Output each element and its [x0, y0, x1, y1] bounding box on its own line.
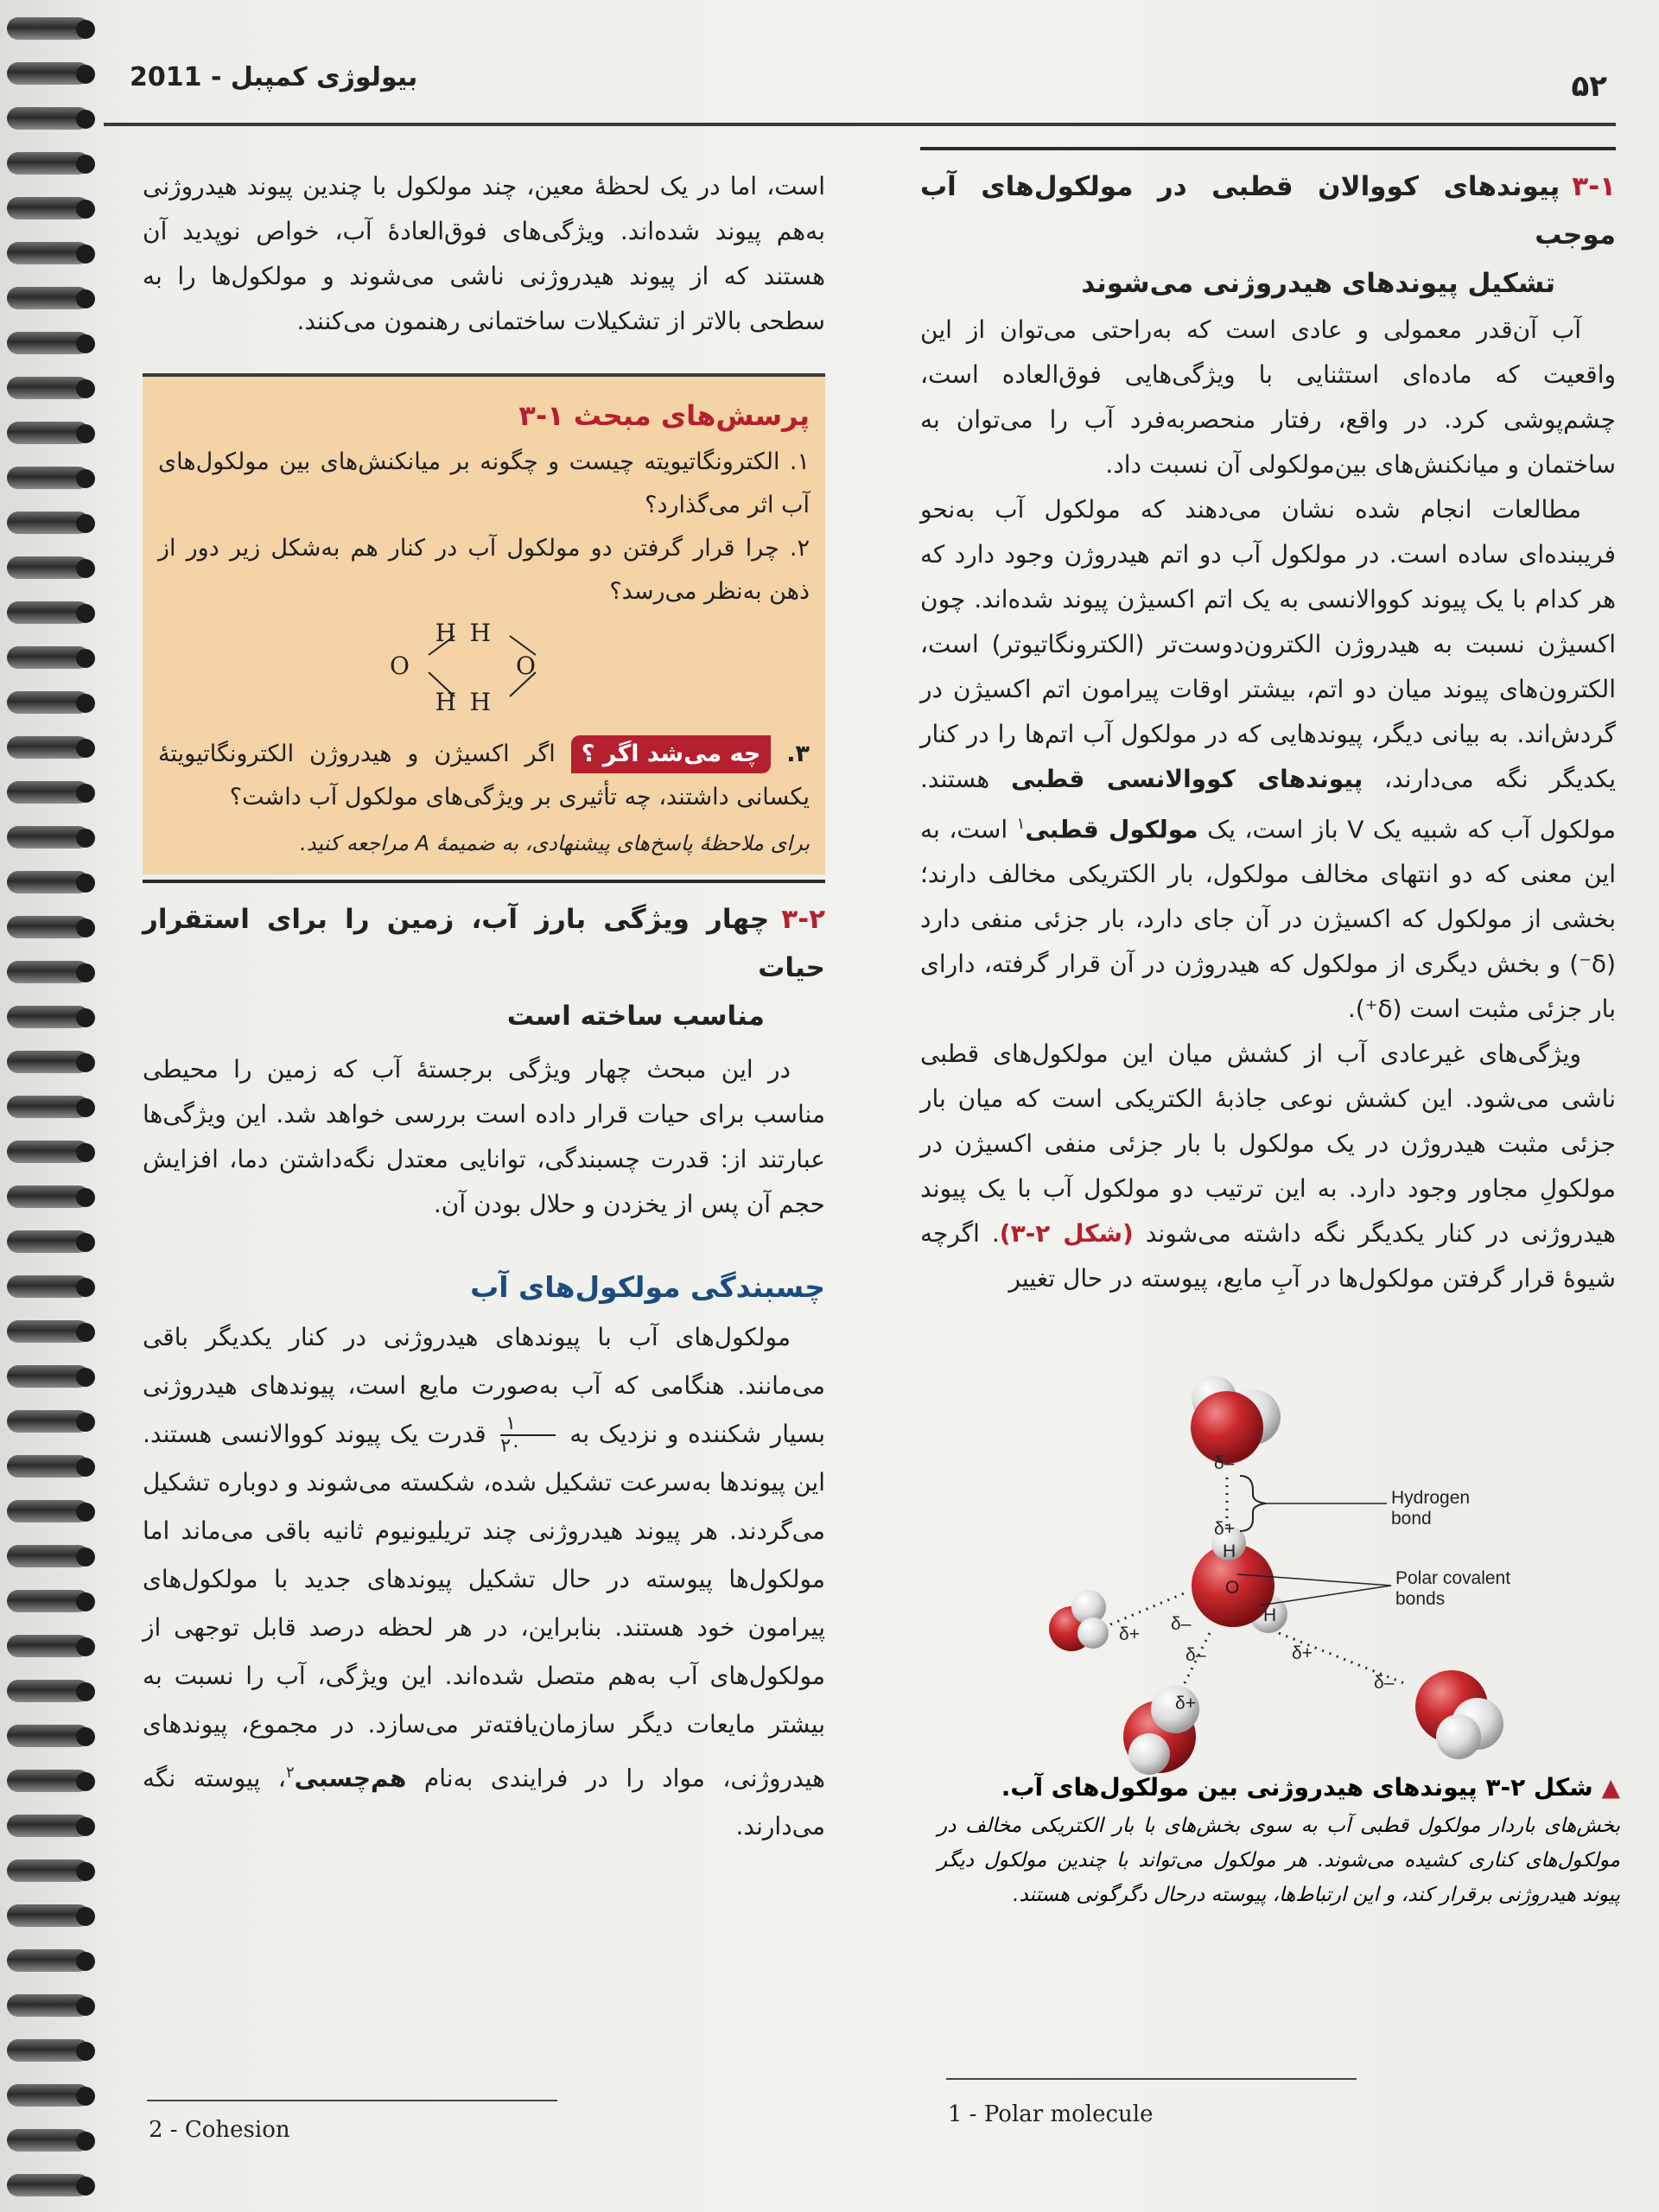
diagram-o-right: O: [516, 652, 536, 680]
water-molecule-right: [1415, 1670, 1503, 1759]
footnote-marker-2: ۲: [285, 1764, 295, 1782]
spiral-ring: [7, 1141, 90, 1163]
footnote-left: 2 - Cohesion: [149, 2117, 290, 2143]
caption-title: [938, 1767, 1620, 1808]
spiral-ring: [7, 601, 90, 624]
question-3-text: اگر اکسیژن و هیدروژن الکترونگاتیویتهٔ یکسانی داشتند، چه تأثیری بر ویژگی‌های مولکول آب داشت؟: [158, 741, 810, 810]
cohesion-text-a: مولکول‌های آب با پیوندهای هیدروژنی در کنار یکدیگر باقی می‌مانند. هنگامی که آب به‌صورت مایع است، پیوندهای هیدروژنی بسیار شکننده و نزدیک به: [143, 1323, 825, 1448]
label-delta-minus-right: δ–: [1374, 1673, 1395, 1693]
spiral-ring: [7, 1994, 90, 2017]
label-delta-plus-right: δ+: [1292, 1643, 1313, 1663]
section-2-para-1: در این مبحث چهار ویژگی برجستهٔ آب که زمین را محیطی مناسب برای حیات قرار داده است بررسی خواهد شد. این ویژگی‌ها عبارتند از: قدرت چسبندگی، توانایی معتدل نگه‌داشتن دما، افزایش حجم آن پس از یخزدن و حلال بودن آن.: [143, 1055, 825, 1218]
question-3-number: ۳.: [786, 741, 810, 767]
spiral-ring: [7, 2174, 90, 2196]
spiral-ring: [7, 287, 90, 309]
spiral-ring: [7, 1635, 90, 1657]
spiral-ring: [7, 1096, 90, 1118]
running-head: [130, 54, 1616, 105]
spiral-ring: [7, 1365, 90, 1388]
section-1-para-1: آب آن‌قدر معمولی و عادی است که به‌راحتی می‌توان از این واقعیت که ماده‌ای استثنایی با ویژگی‌هایی فوق‌العاده است، چشم‌پوشی کرد. در واقع، رفتار منحصربه‌فرد آب را می‌توان به ساختمان و میانکنش‌های بین‌مولکولی آن نسبت داد.: [920, 315, 1616, 479]
spiral-ring: [7, 556, 90, 579]
fraction-denominator: ۲۰: [500, 1435, 521, 1457]
footnote-right: 1 - Polar molecule: [948, 2101, 1154, 2127]
section-2-title-line1: چهار ویژگی بارز آب، زمین را برای استقرار حیات: [143, 904, 825, 983]
spiral-ring: [7, 871, 90, 893]
footnote-marker-1: ۱: [1016, 815, 1026, 833]
spiral-ring: [7, 916, 90, 938]
spiral-ring: [7, 1680, 90, 1702]
section-2-number: ۳-۲: [781, 904, 825, 935]
water-molecule-left: [1049, 1590, 1109, 1651]
spiral-ring: [7, 62, 90, 85]
spiral-ring: [7, 152, 90, 175]
section-2-heading: [143, 895, 825, 992]
what-if-badge: چه می‌شد اگر ؟: [571, 735, 772, 773]
footnote-rule-left: [147, 2100, 557, 2101]
questions-title: پرسش‌های مبحث ۱-۳: [518, 399, 810, 432]
book-title: بیولوژی کمپبل - 2011: [130, 62, 418, 92]
spiral-ring: [7, 17, 90, 40]
para-3-text-a: ویژگی‌های غیرعادی آب از کشش میان این مولکول‌های قطبی ناشی می‌شود. این کشش نوعی جاذبهٔ الکتریکی است که میان بار جزئی مثبت هیدروژن در یک مولکول با بار جزئی منفی اکسیژن در مولکولِ مجاور وجود دارد. به این ترتیب دو مولکول آب با یک پیوند هیدروژنی در کنار یکدیگر نگه داشته می‌شوند: [920, 1039, 1616, 1249]
section-1-heading: [920, 162, 1616, 259]
spiral-ring: [7, 332, 90, 354]
spiral-ring: [7, 1320, 90, 1343]
para-2-text-a: مطالعات انجام شده نشان می‌دهند که مولکول آب به‌نحو فریبنده‌ای ساده است. در مولکول آب دو اتم هیدروژن وجود دارد که هر کدام با یک پیوند کووالانسی به یک اتم اکسیژن پیوند شده‌اند. چون اکسیژن نسبت به هیدروژن الکترون‌دوست‌تر (الکترونگاتیوتر) است، الکترون‌های پیوند میان دو اتم، بیشتر اوقات پیرامون اتم اکسیژن در گردش‌اند. به بیانی دیگر، پیوندهایی که در مولکول آب اتم‌ها را در کنار یکدیگر نگه می‌دارند،: [920, 495, 1616, 793]
polar-leader-2: [1260, 1586, 1391, 1605]
label-hydrogen-bond-2: bond: [1391, 1509, 1432, 1529]
hydrogen-bond-figure: [1046, 1374, 1529, 1754]
spiral-ring: [7, 1590, 90, 1612]
section-2-rule: [143, 880, 825, 883]
footnote-rule-right: [946, 2078, 1357, 2080]
section-2-title-line2: مناسب ساخته است: [506, 1001, 765, 1032]
spiral-ring: [7, 2129, 90, 2152]
section-1-para-3: [920, 1032, 1616, 1301]
spiral-ring: [7, 736, 90, 759]
section-rule: [920, 147, 1616, 150]
term-cohesion: هم‌چسبی: [294, 1764, 407, 1793]
water-molecule-top: [1191, 1376, 1281, 1464]
diagram-h-tr: H: [469, 619, 491, 647]
spiral-ring: [7, 467, 90, 489]
spiral-ring: [7, 826, 90, 849]
para-3-text-b: . اگرچه شیوهٔ قرار گرفتن مولکول‌ها در آبِ مایع، پیوسته در حال تغییر: [920, 1219, 1616, 1294]
diagram-h-br: H: [469, 688, 491, 716]
spiral-ring: [7, 646, 90, 669]
label-delta-minus-left: δ–: [1171, 1614, 1192, 1634]
spiral-ring: [7, 377, 90, 399]
spiral-ring: [7, 1725, 90, 1747]
label-h-2: H: [1263, 1605, 1277, 1625]
diagram-h-tl: H: [435, 619, 456, 647]
figure-caption: [938, 1767, 1620, 1912]
label-delta-plus-top: δ+: [1214, 1519, 1235, 1539]
spiral-ring: [7, 781, 90, 804]
cohesion-para: [143, 1313, 825, 1851]
caption-triangle-icon: ▲: [1592, 1773, 1620, 1802]
cohesion-text-b: قدرت یک پیوند کووالانسی هستند. این پیوندها به‌سرعت تشکیل شده، شکسته می‌شوند و دوباره تشکیل می‌گردند. هر پیوند هیدروژنی چند تریلیونیوم ثانیه باقی می‌ماند اما مولکول‌ها پیوسته در حال تشکیل پیوندهای جدید با مولکول‌های پیرامون خود هستند. بنابراین، در هر لحظه درصد قابل توجهی از مولکول‌های آب به‌هم متصل شده‌اند. این ویژگی، آب را نسبت به بیشتر مایعات دیگر سازمان‌یافته‌تر می‌سازد. در مجموع، پیوندهای هیدروژنی، مواد را در فرایندی به‌نام: [143, 1420, 825, 1793]
page-number: ۵۲: [1571, 69, 1607, 104]
label-hydrogen-bond-1: Hydrogen: [1391, 1488, 1471, 1508]
label-delta-minus-top: δ–: [1214, 1453, 1235, 1473]
spiral-ring: [7, 242, 90, 264]
fraction-numerator: ۱: [500, 1414, 556, 1436]
para-2-text-b: هستند. مولکول آب که شبیه یک V باز است، یک: [920, 765, 1616, 844]
caption-text: بخش‌های باردار مولکول قطبی آب به سوی بخش‌های با بار الکتریکی مخالف در مولکول‌های کناری کشیده می‌شوند. هر مولکول می‌تواند با چندین مولکول دیگر پیوند هیدروژنی برقرار کند، و این ارتباط‌ها، پیوسته درحال دگرگونی هستند.: [938, 1815, 1620, 1906]
section-1-para-2: [920, 487, 1616, 1032]
spiral-ring: [7, 961, 90, 983]
spiral-ring: [7, 1230, 90, 1253]
label-polar-1: Polar covalent: [1395, 1568, 1511, 1588]
term-polar-covalent: پیوندهای کووالانسی قطبی: [1010, 765, 1363, 793]
label-o: O: [1225, 1578, 1240, 1598]
spiral-ring: [7, 1904, 90, 1927]
label-delta-minus-center: δ–: [1185, 1645, 1206, 1665]
spiral-ring: [7, 1815, 90, 1837]
spiral-ring: [7, 1051, 90, 1073]
left-intro-para: است، اما در یک لحظهٔ معین، چند مولکول با چندین پیوند هیدروژنی به‌هم پیوند شده‌اند. ویژگی‌های فوق‌العادهٔ آب، خواص نوپدید آن هستند که از پیوند هیدروژنی ناشی می‌شوند و مولکول‌ها را به سطحی بالاتر از تشکیلات ساختمانی رهنمون می‌کنند.: [143, 172, 825, 335]
spiral-ring: [7, 691, 90, 714]
questions-box: [143, 373, 825, 874]
diagram-h-bl: H: [435, 688, 456, 716]
question-1: ۱. الکترونگاتیویته چیست و چگونه بر میانکنش‌های بین مولکول‌های آب اثر می‌گذارد؟: [158, 448, 810, 518]
section-1-title-line1: پیوندهای کووالان قطبی در مولکول‌های آب موجب: [920, 171, 1616, 251]
figure-reference: (شکل ۲-۳): [999, 1219, 1134, 1249]
answers-note: برای ملاحظهٔ پاسخ‌های پیشنهادی، به ضمیمهٔ A مراجعه کنید.: [300, 831, 810, 855]
hydrogen-bond-brace: [1240, 1476, 1266, 1531]
spiral-binding: [0, 0, 104, 2212]
spiral-ring: [7, 197, 90, 219]
para-2-text-c: است، به این معنی که دو انتهای مخالف مولکول، بار الکتریکی مخالف دارند؛ بخشی از مولکول که اکسیژن در آن جای دارد، بار جزئی منفی دارد (δ⁻) و بخش دیگری از مولکول که هیدروژن در آن قرار گرفته، دارای بار جزئی مثبت است (δ⁺).: [920, 815, 1616, 1024]
question-3: [158, 733, 810, 819]
spiral-ring: [7, 422, 90, 444]
spiral-ring: [7, 2084, 90, 2107]
caption-title-text: شکل ۲-۳ پیوندهای هیدروژنی بین مولکول‌های آب.: [1001, 1773, 1593, 1802]
header-rule: [104, 123, 1616, 126]
left-column: [143, 164, 825, 1851]
spiral-ring: [7, 1770, 90, 1792]
spiral-ring: [7, 1949, 90, 1972]
spiral-ring: [7, 512, 90, 534]
spiral-ring: [7, 1410, 90, 1433]
diagram-o-left: O: [390, 652, 410, 680]
water-dimer-diagram: [390, 619, 562, 716]
spiral-ring: [7, 1006, 90, 1028]
spiral-ring: [7, 1455, 90, 1478]
fraction-one-twentieth: [500, 1414, 556, 1457]
cohesion-text-c: ، پیوسته نگه می‌دارند.: [143, 1764, 825, 1841]
section-1-title-line2: تشکیل پیوندهای هیدروژنی می‌شوند: [1081, 268, 1555, 299]
spiral-ring: [7, 2039, 90, 2062]
right-column: [920, 147, 1616, 1301]
term-polar-molecule: مولکول قطبی: [1025, 815, 1198, 844]
section-1-number: ۳-۱: [1572, 171, 1616, 202]
spiral-ring: [7, 107, 90, 130]
spiral-ring: [7, 1185, 90, 1208]
subsection-title: چسبندگی مولکول‌های آب: [470, 1270, 825, 1304]
label-polar-2: bonds: [1395, 1589, 1446, 1609]
label-delta-plus-bottom: δ+: [1175, 1694, 1196, 1713]
label-delta-plus-left: δ+: [1119, 1624, 1140, 1644]
label-h-1: H: [1223, 1541, 1236, 1561]
spiral-ring: [7, 1500, 90, 1522]
question-2: ۲. چرا قرار گرفتن دو مولکول آب در کنار هم به‌شکل زیر دور از ذهن به‌نظر می‌رسد؟: [158, 535, 810, 605]
spiral-ring: [7, 1859, 90, 1882]
spiral-ring: [7, 1545, 90, 1567]
spiral-ring: [7, 1275, 90, 1298]
